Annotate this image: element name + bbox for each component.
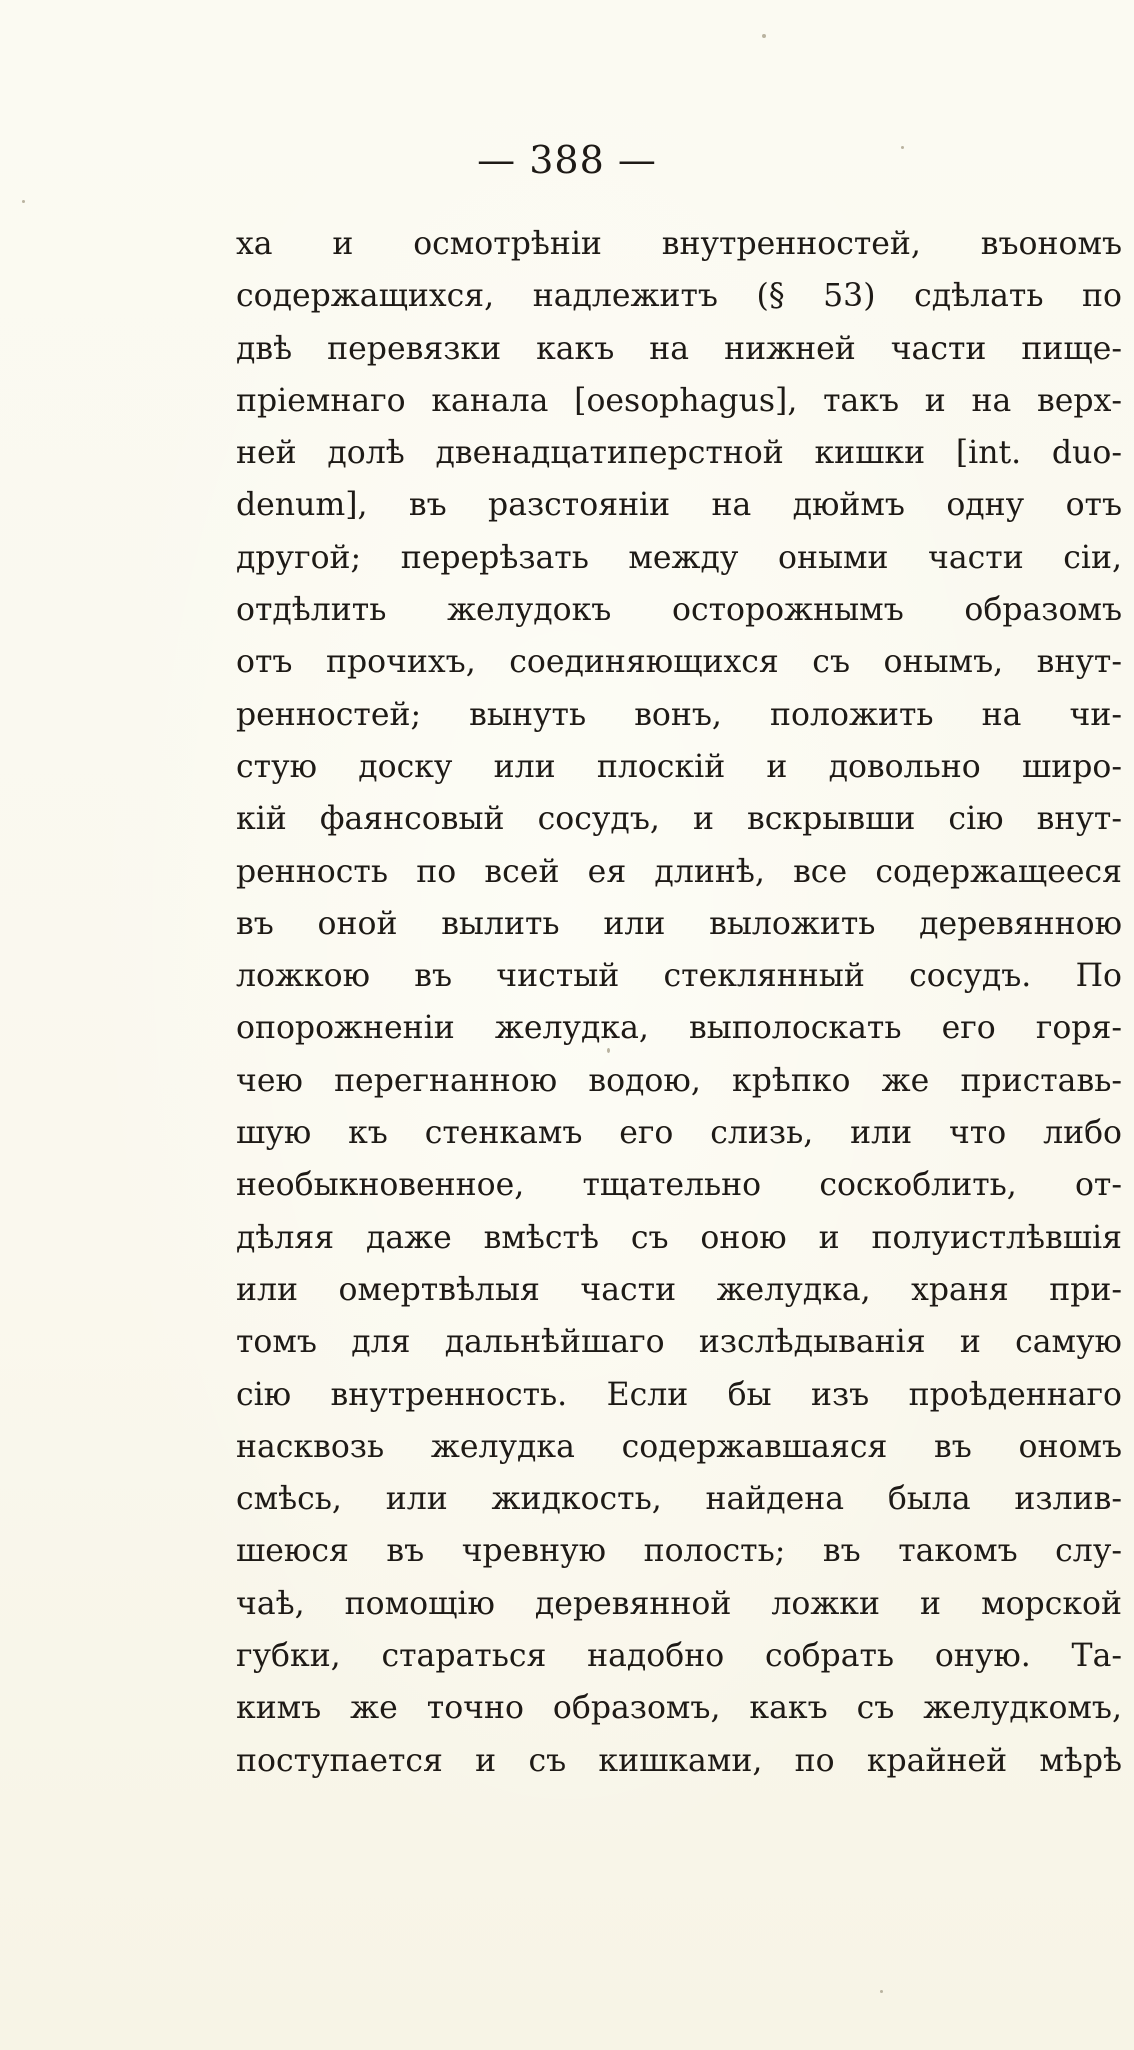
text-line: въ оной вылить или выложить деревянною	[236, 905, 1122, 942]
text-line: чаѣ, помощію деревянной ложки и морской	[236, 1585, 1122, 1622]
text-line: насквозь желудка содержавшаяся въ ономъ	[236, 1428, 1122, 1465]
text-line: сію внутренность. Если бы изъ проѣденнаго	[236, 1376, 1122, 1413]
paper-speck	[22, 200, 25, 203]
text-line: отъ прочихъ, соединяющихся съ онымъ, внут-	[236, 644, 1122, 681]
page-body-text	[236, 218, 1122, 1787]
text-line: стую доску или плоскій и довольно широ-	[236, 748, 1122, 785]
text-line: шую къ стенкамъ его слизь, или что либо	[236, 1115, 1122, 1152]
text-line: смѣсь, или жидкость, найдена была излив-	[236, 1481, 1122, 1518]
text-line: кимъ же точно образомъ, какъ съ желудкомъ,	[236, 1690, 1122, 1727]
text-line: отдѣлить желудокъ осторожнымъ образомъ	[236, 592, 1122, 629]
text-line: или омертвѣлыя части желудка, храня при-	[236, 1271, 1122, 1308]
text-line: шеюся въ чревную полость; въ такомъ слу-	[236, 1533, 1122, 1570]
text-line: поступается и съ кишками, по крайней мѣрѣ	[236, 1742, 1122, 1779]
text-line: содержащихся, надлежитъ (§ 53) сдѣлать по	[236, 278, 1122, 315]
text-line: кій фаянсовый сосудъ, и вскрывши сію внут-	[236, 801, 1122, 838]
text-line: ренность по всей ея длинѣ, все содержащееся	[236, 853, 1122, 890]
paper-speck	[880, 1990, 883, 1993]
text-line: опорожненіи желудка, выполоскать его горя-	[236, 1010, 1122, 1047]
page-number: — 388 —	[477, 138, 657, 182]
text-line: томъ для дальнѣйшаго изслѣдыванія и самую	[236, 1324, 1122, 1361]
text-line: другой; перерѣзать между оными части сіи,	[236, 539, 1122, 576]
text-line: необыкновенное, тщательно соскоблить, от-	[236, 1167, 1122, 1204]
text-line: чею перегнанною водою, крѣпко же приставь-	[236, 1062, 1122, 1099]
text-line: дѣляя даже вмѣстѣ съ оною и полуистлѣвшія	[236, 1219, 1122, 1256]
text-line: denum], въ разстояніи на дюймъ одну отъ	[236, 487, 1122, 524]
paper-speck	[762, 34, 766, 38]
text-line: ней долѣ двенадцатиперстной кишки [int. duo-	[236, 435, 1122, 472]
text-line: двѣ перевязки какъ на нижней части пище-	[236, 330, 1122, 367]
text-line: пріемнаго канала [oesophagus], такъ и на верх-	[236, 382, 1122, 419]
text-line: ха и осмотрѣніи внутренностей, въономъ	[236, 226, 1122, 262]
text-line: ложкою въ чистый стеклянный сосудъ. По	[236, 958, 1122, 995]
text-line: губки, стараться надобно собрать оную. Та-	[236, 1638, 1122, 1675]
text-line: ренностей; вынуть вонъ, положить на чи-	[236, 696, 1122, 733]
